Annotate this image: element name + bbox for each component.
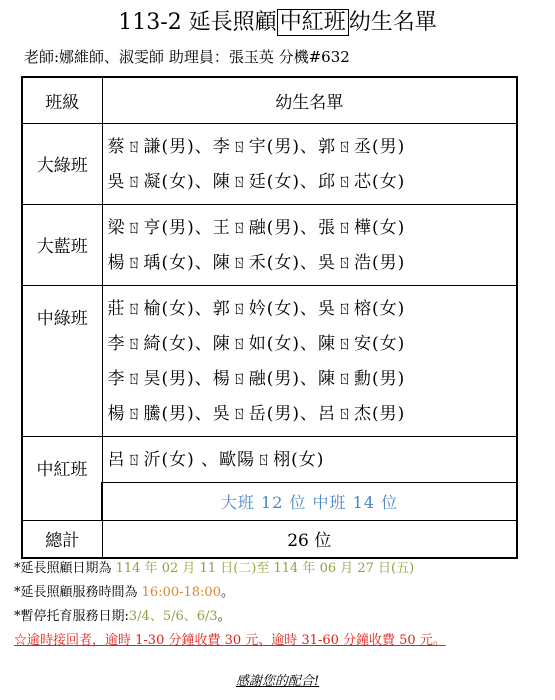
staff-line: 老師:娜維師、淑雯師 助理員：張玉英 分機#632 (24, 48, 350, 66)
name-line: 蔡ㄖ謙(男)、李ㄖ宇(男)、郭ㄖ丞(男) (107, 136, 406, 157)
names-cell (102, 123, 517, 204)
note-hours-value: 16:00-18:00 (141, 585, 221, 600)
name-line: 楊ㄖ瑀(女)、陳ㄖ禾(女)、吳ㄖ浩(男) (107, 252, 406, 273)
title-prefix: 113-2 延長照顧 (118, 10, 277, 35)
note-suspend-value: 3/4、5/6、6/3 (128, 609, 218, 624)
note-hours-label: *延長照顧服務時間為 (14, 585, 138, 600)
header-class: 班級 (22, 77, 102, 123)
class-totals: 大班 12 位 中班 14 位 (102, 482, 517, 520)
name-line: 呂ㄖ沂(女) 、歐陽ㄖ栩(女) (107, 449, 325, 470)
title-highlight-class: 中紅班 (277, 9, 349, 36)
note-suspend (14, 605, 544, 629)
class-name-cell: 大綠班 (22, 123, 102, 204)
total-label: 總計 (22, 520, 102, 558)
total-value: 26 位 (102, 520, 517, 558)
thanks-text: 感謝您的配合! (235, 674, 320, 689)
grand-total-row (22, 520, 517, 558)
notes-section (14, 557, 544, 653)
name-line: 楊ㄖ騰(男)、吳ㄖ岳(男)、呂ㄖ杰(男) (107, 403, 406, 424)
note-late-fee: ☆逾時接回者，逾時 1-30 分鐘收費 30 元、逾時 31-60 分鐘收費 50 元。 (14, 633, 446, 648)
name-line: 莊ㄖ榆(女)、郭ㄖ妗(女)、吳ㄖ榕(女) (107, 298, 406, 319)
page-title (0, 8, 555, 38)
note-dates (14, 557, 544, 581)
name-line: 李ㄖ昊(男)、楊ㄖ融(男)、陳ㄖ勳(男) (107, 368, 406, 389)
names-cell (102, 436, 517, 482)
name-line: 梁ㄖ亨(男)、王ㄖ融(男)、張ㄖ樺(女) (107, 217, 406, 238)
name-line: 李ㄖ綺(女)、陳ㄖ如(女)、陳ㄖ安(女) (107, 333, 406, 354)
note-dates-value: 114 年 02 月 11 日(二)至 114 年 06 月 27 日(五) (115, 561, 415, 576)
note-dates-label: *延長照顧日期為 (14, 561, 112, 576)
table-row (22, 436, 517, 482)
names-cell (102, 204, 517, 285)
names-cell (102, 285, 517, 436)
table-row (22, 285, 517, 436)
roster-table (21, 76, 518, 559)
class-name-cell: 大藍班 (22, 204, 102, 285)
table-header-row (22, 77, 517, 123)
table-row (22, 204, 517, 285)
name-line: 吳ㄖ凝(女)、陳ㄖ廷(女)、邱ㄖ芯(女) (107, 171, 406, 192)
note-hours (14, 581, 544, 605)
class-name-cell: 中綠班 (22, 285, 102, 436)
title-suffix: 幼生名單 (348, 10, 437, 35)
class-name-cell: 中紅班 (22, 436, 102, 520)
header-names: 幼生名單 (102, 77, 517, 123)
table-row (22, 123, 517, 204)
note-suspend-end: 。 (217, 609, 231, 624)
note-hours-end: 。 (220, 585, 234, 600)
note-suspend-label: *暫停托育服務日期: (14, 609, 129, 624)
